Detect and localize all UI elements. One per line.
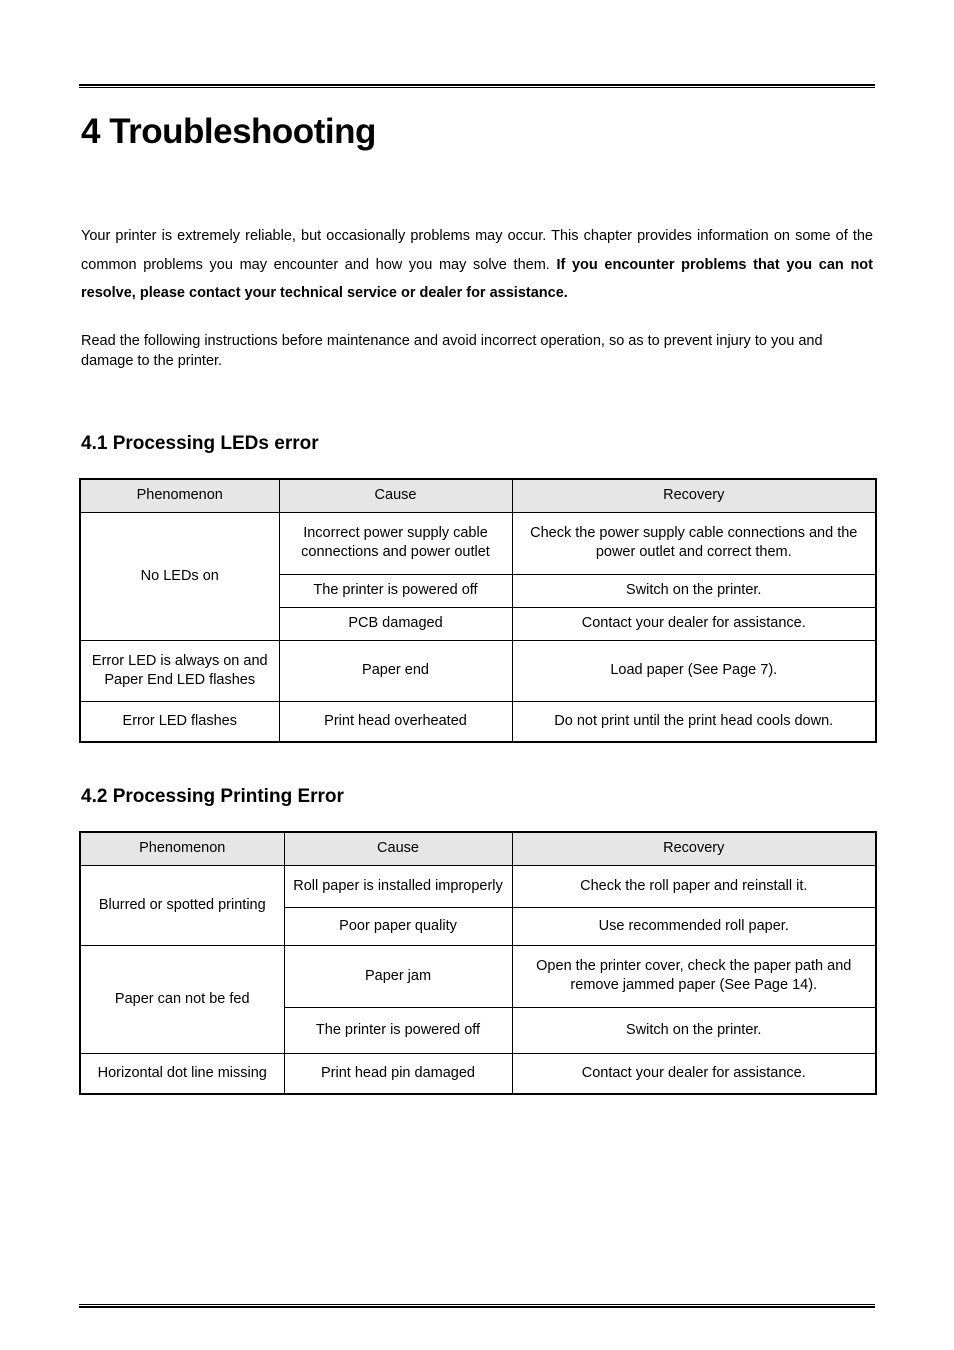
cause-cell: Poor paper quality	[284, 907, 512, 945]
cause-cell: The printer is powered off	[284, 1007, 512, 1053]
table-row	[80, 945, 876, 1007]
table-row	[80, 640, 876, 701]
recovery-cell: Contact your dealer for assistance.	[512, 607, 876, 640]
intro-text: Your printer is extremely reliable, but occasionally problems may occur. This chapter provides information on some of the common problems you may encounter and how you may solve them.	[81, 228, 873, 273]
intro-bold-text: If you encounter problems that you can not resolve, please contact your technical service or dealer for assistance.	[81, 256, 873, 301]
printing-error-table	[79, 831, 877, 1095]
table-row	[80, 512, 876, 574]
recovery-cell: Load paper (See Page 7).	[512, 640, 876, 701]
chapter-title: 4 Troubleshooting	[81, 112, 376, 151]
recovery-cell: Check the roll paper and reinstall it.	[512, 865, 876, 907]
recovery-cell: Switch on the printer.	[512, 574, 876, 607]
phenomenon-cell: Error LED flashes	[80, 701, 279, 742]
phenomenon-cell: Paper can not be fed	[80, 945, 284, 1053]
phenomenon-cell: Blurred or spotted printing	[80, 865, 284, 945]
maintenance-notice: Read the following instructions before maintenance and avoid incorrect operation, so as to prevent injury to you and damage to the printer.	[81, 333, 823, 369]
intro-paragraph	[81, 222, 873, 308]
header-recovery: Recovery	[512, 832, 876, 865]
recovery-cell: Do not print until the print head cools down.	[512, 701, 876, 742]
recovery-cell: Switch on the printer.	[512, 1007, 876, 1053]
cause-cell: Paper jam	[284, 945, 512, 1007]
phenomenon-cell: No LEDs on	[80, 512, 279, 640]
section-title-leds: 4.1 Processing LEDs error	[81, 433, 319, 454]
recovery-cell: Use recommended roll paper.	[512, 907, 876, 945]
cause-cell: Paper end	[279, 640, 512, 701]
cause-cell: The printer is powered off	[279, 574, 512, 607]
cause-cell: Roll paper is installed improperly	[284, 865, 512, 907]
phenomenon-cell: Horizontal dot line missing	[80, 1053, 284, 1094]
cause-cell: Print head overheated	[279, 701, 512, 742]
cause-cell: Incorrect power supply cable connections and power outlet	[279, 512, 512, 574]
header-phenomenon: Phenomenon	[80, 832, 284, 865]
table-header-row	[80, 832, 876, 865]
cause-cell: Print head pin damaged	[284, 1053, 512, 1094]
recovery-cell: Open the printer cover, check the paper path and remove jammed paper (See Page 14).	[512, 945, 876, 1007]
header-cause: Cause	[284, 832, 512, 865]
section-title-printing: 4.2 Processing Printing Error	[81, 786, 344, 807]
leds-error-table	[79, 478, 877, 743]
recovery-cell: Check the power supply cable connections and the power outlet and correct them.	[512, 512, 876, 574]
recovery-cell: Contact your dealer for assistance.	[512, 1053, 876, 1094]
header-rule	[79, 84, 875, 88]
phenomenon-cell: Error LED is always on and Paper End LED flashes	[80, 640, 279, 701]
table-row	[80, 1053, 876, 1094]
table-row	[80, 701, 876, 742]
table-row	[80, 865, 876, 907]
footer-rule	[79, 1304, 875, 1308]
header-cause: Cause	[279, 479, 512, 512]
table-header-row	[80, 479, 876, 512]
cause-cell: PCB damaged	[279, 607, 512, 640]
header-recovery: Recovery	[512, 479, 876, 512]
header-phenomenon: Phenomenon	[80, 479, 279, 512]
